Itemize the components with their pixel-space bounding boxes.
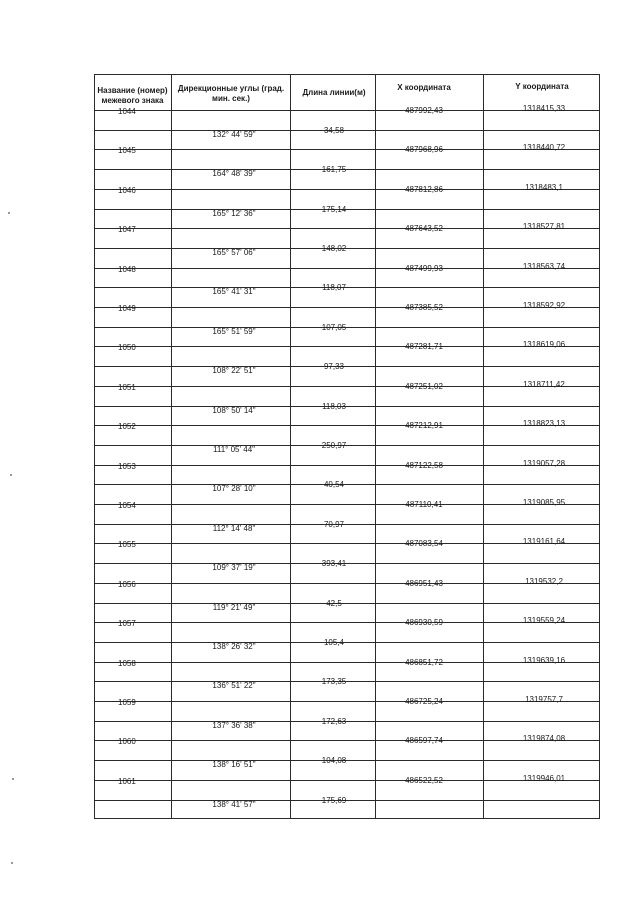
directional-angle: 165° 12' 36" bbox=[212, 208, 256, 218]
line-length: 42,5 bbox=[326, 598, 342, 608]
y-coordinate: 1318415,33 bbox=[522, 104, 566, 113]
line-length: 40,54 bbox=[323, 480, 345, 490]
mark-number: 1053 bbox=[118, 461, 136, 471]
directional-angle: 164° 48' 39" bbox=[212, 169, 256, 179]
directional-angle: 108° 50' 14" bbox=[212, 405, 256, 415]
mark-number: 1059 bbox=[118, 698, 136, 707]
table-row-border bbox=[94, 74, 600, 75]
y-coordinate: 1318440,72 bbox=[522, 143, 566, 153]
directional-angle: 119° 21' 49" bbox=[212, 602, 256, 612]
x-coordinate: 486930,59 bbox=[405, 618, 443, 628]
x-coordinate: 487968,96 bbox=[405, 145, 443, 155]
x-coordinate: 487992,43 bbox=[405, 106, 443, 115]
y-coordinate: 1319559,24 bbox=[522, 616, 566, 626]
mark-number: 1051 bbox=[118, 382, 136, 392]
scan-speck bbox=[12, 778, 14, 780]
y-coordinate: 1319757,7 bbox=[525, 695, 563, 704]
y-coordinate: 1318823,13 bbox=[522, 419, 566, 429]
y-coordinate: 1318711,42 bbox=[523, 379, 565, 389]
line-length: 107,05 bbox=[321, 322, 347, 332]
line-length: 118,07 bbox=[322, 283, 346, 293]
line-length: 175,69 bbox=[321, 795, 347, 805]
x-coordinate: 487083,54 bbox=[405, 539, 443, 549]
table-column-border bbox=[483, 74, 484, 819]
table-row-border bbox=[94, 818, 600, 819]
x-coordinate: 486951,43 bbox=[405, 578, 443, 588]
line-length: 173,35 bbox=[321, 677, 347, 687]
y-coordinate: 1318592,92 bbox=[522, 301, 566, 310]
directional-angle: 165° 41' 31" bbox=[212, 287, 256, 297]
directional-angle: 109° 37' 19" bbox=[212, 563, 256, 573]
y-coordinate: 1318619,06 bbox=[522, 340, 566, 350]
y-coordinate: 1319161,64 bbox=[522, 537, 566, 547]
line-length: 250,97 bbox=[321, 440, 347, 450]
directional-angle: 136° 51' 22" bbox=[212, 681, 256, 691]
y-coordinate: 1319874,08 bbox=[522, 734, 566, 744]
mark-number: 1047 bbox=[118, 225, 136, 235]
x-coordinate: 487251,02 bbox=[405, 381, 443, 391]
x-coordinate: 487499,93 bbox=[405, 263, 443, 273]
y-coordinate: 1319057,28 bbox=[522, 458, 566, 468]
x-coordinate: 487643,52 bbox=[405, 224, 443, 234]
mark-number: 1052 bbox=[118, 422, 136, 432]
x-coordinate: 487385,52 bbox=[405, 303, 443, 312]
mark-number: 1044 bbox=[118, 107, 136, 116]
header-y: Y координата bbox=[515, 82, 569, 91]
directional-angle: 132° 44' 59" bbox=[212, 129, 256, 139]
scan-speck bbox=[11, 862, 13, 864]
x-coordinate: 487281,71 bbox=[405, 342, 443, 352]
directional-angle: 165° 51' 59" bbox=[212, 326, 256, 336]
line-length: 104,08 bbox=[321, 756, 347, 766]
table-column-border bbox=[290, 74, 291, 819]
line-length: 175,14 bbox=[321, 204, 347, 214]
table-column-border bbox=[171, 74, 172, 819]
mark-number: 1060 bbox=[118, 737, 136, 747]
directional-angle: 137° 36' 38" bbox=[212, 720, 256, 730]
directional-angle: 138° 41' 57" bbox=[212, 799, 256, 809]
directional-angle: 138° 26' 32" bbox=[212, 641, 256, 651]
mark-number: 1057 bbox=[118, 619, 136, 629]
mark-number: 1056 bbox=[118, 579, 136, 589]
line-length: 148,02 bbox=[321, 243, 347, 253]
line-length: 105,4 bbox=[323, 637, 345, 647]
line-length: 393,41 bbox=[321, 559, 347, 569]
header-mark: Название (номер) межевого знака bbox=[97, 86, 168, 105]
mark-number: 1046 bbox=[118, 185, 136, 195]
line-length: 161,75 bbox=[321, 165, 347, 175]
x-coordinate: 486597,74 bbox=[405, 736, 443, 746]
y-coordinate: 1318527,81 bbox=[522, 222, 566, 232]
y-coordinate: 1319639,16 bbox=[522, 655, 566, 665]
header-x: X координата bbox=[397, 83, 451, 92]
line-length: 97,33 bbox=[323, 362, 345, 372]
scan-speck bbox=[8, 212, 10, 214]
line-length: 118,03 bbox=[322, 401, 346, 411]
mark-number: 1045 bbox=[118, 146, 136, 156]
directional-angle: 107° 28' 10" bbox=[212, 484, 256, 494]
scan-speck bbox=[10, 474, 12, 476]
header-length: Длина линии(м) bbox=[302, 88, 366, 97]
line-length: 70,97 bbox=[323, 519, 345, 529]
mark-number: 1058 bbox=[118, 658, 136, 668]
mark-number: 1048 bbox=[118, 264, 136, 274]
directional-angle: 108° 22' 51" bbox=[212, 366, 256, 376]
line-length: 172,63 bbox=[321, 716, 347, 726]
y-coordinate: 1319532,2 bbox=[525, 576, 563, 586]
x-coordinate: 487122,58 bbox=[405, 460, 443, 470]
directional-angle: 112° 14' 48" bbox=[212, 523, 256, 533]
line-length: 34,58 bbox=[323, 125, 345, 135]
x-coordinate: 486725,24 bbox=[405, 697, 443, 706]
mark-number: 1054 bbox=[118, 501, 136, 510]
x-coordinate: 487812,86 bbox=[405, 184, 443, 194]
x-coordinate: 487212,91 bbox=[405, 421, 443, 431]
x-coordinate: 486522,52 bbox=[405, 775, 443, 785]
table-column-border bbox=[599, 74, 600, 819]
y-coordinate: 1318563,74 bbox=[522, 261, 566, 271]
x-coordinate: 487110,41 bbox=[405, 500, 443, 509]
y-coordinate: 1319085,95 bbox=[522, 498, 566, 507]
y-coordinate: 1318483,1 bbox=[525, 182, 563, 192]
x-coordinate: 486851,72 bbox=[405, 657, 443, 667]
directional-angle: 138° 16' 51" bbox=[212, 760, 256, 770]
table-column-border bbox=[94, 74, 95, 819]
mark-number: 1050 bbox=[118, 343, 136, 353]
mark-number: 1049 bbox=[118, 304, 136, 313]
directional-angle: 165° 57' 06" bbox=[212, 247, 256, 257]
mark-number: 1055 bbox=[118, 540, 136, 550]
directional-angle: 111° 05' 44" bbox=[213, 444, 255, 454]
y-coordinate: 1319946,01 bbox=[522, 773, 566, 783]
table-column-border bbox=[375, 74, 376, 819]
header-angle: Дирекционные углы (град. мин. сек.) bbox=[177, 84, 285, 103]
mark-number: 1061 bbox=[118, 776, 136, 786]
survey-table bbox=[94, 74, 600, 819]
